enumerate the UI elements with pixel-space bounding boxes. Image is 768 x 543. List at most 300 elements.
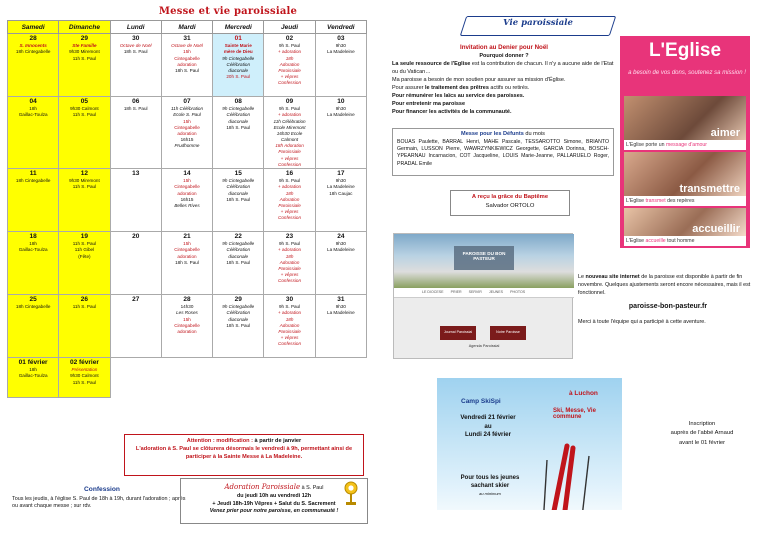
day-event: Confession [278, 278, 302, 284]
day-event: (Fête) [78, 253, 91, 259]
calendar-day [8, 232, 59, 295]
attention-text: L'adoration à S. Paul se clôturera désormais le vendredi à 9h, permettant ainsi de participer à la Sainte Messe à La Madeleine. [135, 445, 353, 460]
denier-question: Pourquoi donner ? [479, 52, 529, 59]
day-event: 18h [285, 253, 294, 259]
ski-date-au: au [484, 422, 492, 430]
day-number: 08 [234, 98, 242, 105]
calendar-day [59, 34, 110, 97]
calendar-day [59, 358, 110, 398]
day-number: 02 février [69, 359, 99, 367]
calendar-day [213, 295, 264, 358]
day-event: Confession [278, 215, 302, 221]
website-nav-item[interactable]: SERVIR [468, 290, 482, 294]
calendar-day [264, 169, 315, 232]
day-event: Cintegabelle [174, 247, 200, 253]
day-event: 11h S. Paul [72, 112, 97, 118]
day-number: 14 [183, 170, 191, 178]
day-event: diaconale [228, 118, 249, 124]
day-event: 18h S. Paul [226, 196, 251, 202]
caption-pre: L'Eglise [626, 238, 646, 244]
day-event: 9h Cintegabelle [222, 241, 255, 247]
day-event: Confession [278, 161, 302, 167]
ski-for2: sachant skier [470, 483, 510, 490]
day-number: 01 [234, 35, 242, 42]
ski-audience [447, 474, 533, 496]
caption-post: tout homme [665, 238, 695, 244]
day-number: 19 [80, 233, 89, 241]
calendar-day [110, 97, 161, 169]
day-header: Dimanche [59, 21, 110, 34]
calendar-day [161, 232, 212, 295]
day-event: 18h S. Paul [226, 259, 251, 265]
day-number: 02 [285, 35, 294, 42]
day-event: 18h S. Paul [123, 49, 148, 55]
day-event: + vêpres [280, 209, 299, 215]
day-event: Sainte Marie [224, 43, 252, 49]
day-event: 16h15 [180, 137, 194, 143]
day-event: 9h Cintegabelle [222, 106, 255, 112]
day-event: Confession [278, 341, 302, 347]
denier-p2: Ma paroisse a besoin de mon soutien pour assurer sa mission d'Église. [392, 76, 566, 83]
day-event: 9h S. Paul [278, 241, 301, 247]
day-event: 15h [183, 178, 191, 184]
caption-post: des repères [665, 198, 695, 204]
day-event: 9h Cintegabelle [222, 55, 255, 61]
website-announcement [578, 273, 758, 326]
ski-camp-name: Camp SkiSpi [461, 398, 501, 405]
day-event: 11h S. Paul [72, 304, 97, 310]
day-event: Paroissiale [278, 328, 301, 334]
day-event: Les Roses [176, 310, 198, 316]
calendar-day [213, 34, 264, 97]
calendar-day [8, 169, 59, 232]
day-number: 05 [80, 98, 89, 105]
panel-word-accueillir: accueillir [692, 223, 740, 235]
empty-area [110, 358, 366, 398]
day-event: + adoration [277, 310, 302, 316]
day-number: 28 [183, 296, 191, 304]
calendar-day [264, 34, 315, 97]
day-event: Célébration [226, 247, 251, 253]
inscription-line2: auprès de l'abbé Arnaud [670, 430, 734, 437]
day-event: Calmont [280, 137, 299, 143]
caption-em: accueille [645, 238, 666, 244]
day-number: 28 [29, 35, 37, 42]
day-number: 03 [337, 35, 345, 42]
day-number: 12 [80, 170, 89, 178]
day-event: Paroissiale [278, 202, 301, 208]
day-event: 11h S. Paul [72, 184, 97, 190]
day-event: Gaillac-Toulza [18, 112, 48, 118]
day-number: 20 [132, 233, 140, 241]
eglise-ad-subtitle: a besoin de vos dons, soutenez sa mission ! [628, 70, 746, 76]
denier-p4: Pour rémunérer les laïcs au service des paroisses. [392, 92, 525, 99]
day-event: 9h30 Miremont [69, 178, 100, 184]
denier-invitation [392, 44, 616, 117]
calendar-day [59, 169, 110, 232]
day-event: 11h S. Paul [72, 379, 97, 385]
day-event: Célébration [226, 112, 251, 118]
day-event: diaconale [228, 190, 249, 196]
day-event: + vêpres [280, 335, 299, 341]
monstrance-icon [342, 480, 360, 506]
day-event: adoration [177, 190, 197, 196]
site-text-rest: de la paroisse est disponible à partir de fin novembre. Quelques ajustements seront encore nécessaires, mais il est fonctionnel. [578, 274, 751, 297]
day-event: 9h30 [335, 178, 346, 184]
day-event: 9h Cintegabelle [222, 304, 255, 310]
website-screenshot [393, 233, 573, 359]
day-event: 18h [29, 367, 37, 373]
website-header: PAROISSE DU BON PASTEUR [454, 246, 514, 270]
day-header: Mardi [161, 21, 212, 34]
day-number: 11 [29, 170, 37, 178]
denier-p3b: le traitement des prêtres [425, 84, 489, 91]
day-event: Paroissiale [278, 149, 301, 155]
snow-ground [437, 510, 622, 530]
day-event: 9h S. Paul [278, 304, 301, 310]
calendar-day [110, 169, 161, 232]
day-event: Adoration [279, 61, 300, 67]
defunts-box [392, 128, 614, 176]
website-thanks: Merci à toute l'équipe qui a participé à cette aventure. [578, 318, 706, 325]
day-event: 15h [183, 316, 191, 322]
day-event: mère de Dieu [223, 49, 253, 55]
denier-p6: Pour financer les activités de la communauté. [392, 108, 512, 115]
day-event: 9h30 [335, 106, 346, 112]
ski-date-start: Vendredi 21 février [460, 414, 516, 421]
day-number: 04 [29, 98, 37, 105]
day-number: 18 [29, 233, 37, 241]
panel-word-transmettre: transmettre [679, 183, 740, 195]
day-event: Belles Rives [174, 202, 200, 208]
website-nav-item[interactable]: LE DIOCESE [422, 290, 444, 294]
day-event: 15h [183, 49, 191, 55]
day-event: 18h [285, 55, 294, 61]
day-event: diaconale [228, 316, 249, 322]
day-number: 24 [337, 233, 345, 241]
day-event: 9h30 [335, 241, 346, 247]
calendar-week [8, 358, 367, 398]
calendar-table [7, 20, 367, 398]
ski-for1: Pour tous les jeunes [460, 475, 520, 481]
day-event: Cintegabelle [174, 55, 200, 61]
panel-word-aimer: aimer [710, 127, 740, 139]
calendar-day [213, 232, 264, 295]
day-event: 9h30 Calmont [70, 373, 99, 379]
day-number: 01 février [18, 359, 48, 367]
site-text-bold: nouveau site internet [585, 274, 640, 280]
site-text-pre: Le [578, 274, 586, 280]
caption-em: message d'amour [665, 142, 708, 148]
calendar-week [8, 232, 367, 295]
day-event: 9h30 [335, 43, 346, 49]
ski-place: à Luchon [569, 390, 598, 397]
day-event: + adoration [277, 112, 302, 118]
day-event: 18h [285, 316, 294, 322]
eglise-photo-aimer [624, 96, 746, 140]
inscription-line3: avant le 01 février [678, 439, 726, 446]
website-nav-item[interactable]: JEUNES [488, 290, 504, 294]
confession-title: Confession [84, 486, 120, 493]
day-event: 9h S. Paul [278, 106, 301, 112]
attention-label: Attention : modification : [186, 438, 253, 444]
website-url[interactable]: paroisse-bon-pasteur.fr [628, 303, 708, 311]
calendar-day [315, 232, 366, 295]
day-event: 9h S. Paul [278, 178, 301, 184]
day-event: + adoration [277, 49, 302, 55]
calendar-day [110, 232, 161, 295]
day-number: 13 [132, 170, 140, 178]
day-event: Adoration [279, 196, 300, 202]
calendar-day [110, 295, 161, 358]
website-nav-item[interactable]: PHOTOS [510, 290, 526, 294]
day-number: 30 [285, 296, 294, 304]
day-event: 20h S. Paul [226, 74, 251, 80]
denier-p1-bold: La seule ressource de l'Eglise [392, 60, 471, 67]
calendar-day [161, 97, 212, 169]
day-number: 29 [80, 35, 89, 42]
day-event: La Madeleine [327, 49, 355, 55]
day-event: La Madeleine [327, 310, 355, 316]
day-event: 18h Caujac [329, 190, 353, 196]
day-event: diaconale [228, 67, 249, 73]
day-header: Lundi [110, 21, 161, 34]
calendar-day [315, 97, 366, 169]
day-event: Ecole Miremont [273, 124, 306, 130]
day-event: 9h30 Calmont [70, 106, 99, 112]
calendar-week [8, 97, 367, 169]
section-title: Vie paroissiale [503, 18, 573, 28]
calendar-day [213, 97, 264, 169]
day-number: 21 [183, 233, 191, 241]
day-event: La Madeleine [327, 184, 355, 190]
denier-p3a: Pour assurer [392, 84, 426, 91]
calendar-day [8, 34, 59, 97]
day-event: 9h S. Paul [278, 43, 301, 49]
day-event: Célébration [226, 61, 251, 67]
bapteme-box [450, 190, 570, 216]
day-number: 10 [337, 98, 345, 105]
website-journal-button[interactable]: Journal Paroissial [440, 326, 476, 340]
day-event: Paroissiale [278, 67, 301, 73]
calendar-week [8, 295, 367, 358]
calendar-day [264, 232, 315, 295]
day-event: diaconale [228, 253, 249, 259]
day-event: 9h Cintegabelle [222, 178, 255, 184]
day-header: Mercredi [213, 21, 264, 34]
day-event: 9h30 Miremont [69, 49, 100, 55]
panel-caption-accueillir [624, 236, 746, 246]
day-event: 18h [285, 190, 294, 196]
page-title: Messe et vie paroissiale [158, 6, 298, 17]
calendar-day [315, 295, 366, 358]
calendar-day [59, 295, 110, 358]
day-number: 27 [132, 296, 140, 304]
day-event: 18h S. Paul [175, 259, 199, 265]
attention-box [124, 434, 364, 476]
day-event: 11h Gibel [74, 247, 95, 253]
day-event: Ecole S. Paul [173, 112, 201, 118]
ski-min: au minimum [479, 490, 501, 496]
day-event: Adoration [279, 322, 300, 328]
day-event: adoration [177, 130, 197, 136]
bapteme-heading: A reçu la grâce du Baptême [471, 194, 549, 200]
day-event: Octave de Noël [119, 43, 152, 49]
day-event: 15h [183, 241, 191, 247]
day-event: Cintegabelle [174, 124, 200, 130]
day-event: + vêpres [280, 272, 299, 278]
day-header: Samedi [8, 21, 59, 34]
denier-heading: Invitation au Denier pour Noël [459, 44, 548, 51]
adoration-hours: du jeudi 10h au vendredi 12h [237, 492, 311, 499]
day-event: adoration [177, 253, 197, 259]
day-event: + adoration [277, 184, 302, 190]
calendar-day [315, 169, 366, 232]
day-event: Célébration [226, 310, 251, 316]
day-number: 06 [132, 98, 140, 105]
day-event: La Madeleine [327, 247, 355, 253]
day-event: Prudhomme [174, 143, 200, 149]
calendar-day [161, 295, 212, 358]
day-event: 14h30 [180, 304, 194, 310]
day-event: Cintegabelle [174, 184, 200, 190]
day-number: 07 [183, 98, 191, 105]
defunts-heading: Messe pour les Défunts [461, 131, 524, 137]
inscription-line1: Inscription [688, 421, 716, 427]
calendar-day [264, 97, 315, 169]
day-event: Ste Famille [72, 43, 97, 49]
denier-p5: Pour entretenir ma paroisse [392, 100, 466, 107]
day-event: 16h15 [180, 196, 194, 202]
day-event: 11h S. Paul [72, 241, 97, 247]
day-event: 18h Cintegabelle [15, 178, 51, 184]
day-header: Jeudi [264, 21, 315, 34]
calendar-day [8, 97, 59, 169]
calendar-day [161, 34, 212, 97]
day-event: 16h30 Ecole [276, 130, 303, 136]
ski-camp-poster [437, 378, 622, 530]
day-event: adoration [177, 328, 197, 334]
ski-motto: Ski, Messe, Vie commune [553, 408, 596, 420]
caption-pre: L'Eglise porte un [626, 142, 666, 148]
ski-dates [447, 414, 529, 440]
day-event: 11h S. Paul [72, 55, 97, 61]
day-number: 31 [183, 35, 191, 42]
day-event: Octave de Noël [171, 43, 203, 49]
calendar-day [315, 34, 366, 97]
eglise-photo-accueillir [624, 208, 746, 236]
adoration-vespers: + Jeudi 18h-19h Vêpres + Salut du S. Sacrement [212, 500, 336, 507]
day-number: 15 [234, 170, 242, 178]
confession-text: Tous les jeudis, à l'église S. Paul de 18h à 19h, durant l'adoration ; après ou avant chaque messe ; sur rdv. [12, 495, 186, 510]
calendar-week [8, 169, 367, 232]
day-number: 29 [234, 296, 242, 304]
denier-p1: est la contribution de chacun. Il n'y a aucune aide de l'Etat ou du Vatican… [392, 60, 614, 75]
panel-caption-transmettre [624, 196, 746, 206]
caption-pre: L'Eglise [626, 198, 646, 204]
calendar-day [264, 295, 315, 358]
day-event: S. Innocents [19, 43, 47, 49]
day-number: 16 [285, 170, 294, 178]
calendar-day [213, 169, 264, 232]
day-number: 25 [29, 296, 37, 304]
bapteme-name: Salvador ORTOLO [485, 202, 535, 209]
day-event: 15h [183, 118, 191, 124]
confession-block [12, 485, 192, 511]
day-event: Célébration [226, 184, 251, 190]
inscription-info [662, 420, 742, 448]
day-event: 18h S. Paul [175, 67, 199, 73]
defunts-heading-suffix: du mois [523, 131, 545, 137]
day-event: Gaillac-Toulza [18, 373, 48, 379]
day-number: 30 [132, 35, 140, 42]
caption-em: transmet [645, 198, 666, 204]
ski-date-end: Lundi 24 février [464, 431, 512, 439]
panel-caption-aimer [624, 140, 746, 150]
calendar-day [161, 169, 212, 232]
day-number: 23 [285, 233, 294, 241]
day-event: 11h Célébration [273, 118, 306, 124]
day-event: Adoration [279, 259, 300, 265]
day-number: 22 [234, 233, 242, 241]
day-header: Vendredi [315, 21, 366, 34]
day-event: + adoration [277, 247, 302, 253]
denier-p3c: actifs ou retirés. [488, 84, 530, 91]
calendar-week [8, 34, 367, 97]
calendar-day [110, 34, 161, 97]
day-event: 11h Célébration [170, 106, 204, 112]
day-event: Paroissiale [278, 265, 301, 271]
day-number: 09 [285, 98, 294, 105]
calendar-day [59, 232, 110, 295]
day-event: 18h Adoration [275, 143, 304, 149]
day-event: 18h S. Paul [123, 106, 148, 112]
adoration-invite: Venez prier pour notre paroisse, en communauté ! [209, 508, 339, 515]
calendar-day [59, 97, 110, 169]
defunts-names: BOUAS Paulette, BARRAL Henri, MAHE Pascale, TESSAROTTO Simone, BRIANTO Germain, LUSSON Pierre, WAWRZYNKIEWICZ Georgette, GARCIA Dorinna, BOSCH-YPEARNAU Incarnacion, COT Jacqueline, LOUIS Marie-Jeanne, PALLARUELO Roger, PRADAL Emile [397, 138, 609, 167]
day-event: 18h S. Paul [226, 124, 251, 130]
website-nav-item[interactable]: PRIER [450, 290, 462, 294]
adoration-box [180, 478, 368, 524]
day-event: Cintegabelle [174, 322, 200, 328]
calendar-day [8, 295, 59, 358]
day-event: 18h S. Paul [226, 322, 251, 328]
day-event: + vêpres [280, 74, 299, 80]
calendar-day [8, 358, 59, 398]
calendar-header [8, 21, 367, 34]
day-event: Confession [278, 80, 302, 86]
eglise-ad-title: L'Eglise [648, 40, 722, 61]
day-event: Présentation [71, 367, 98, 373]
eglise-photo-transmettre [624, 152, 746, 196]
day-event: La Madeleine [327, 112, 355, 118]
day-event: Gaillac-Toulza [18, 247, 48, 253]
day-event: + vêpres [280, 155, 299, 161]
day-event: 18h Cintegabelle [15, 49, 51, 55]
website-paroisse-button[interactable]: Notre Paroisse [490, 326, 526, 340]
website-nav [394, 288, 574, 298]
day-event: 18h [29, 241, 37, 247]
day-number: 26 [80, 296, 89, 304]
eglise-ad [620, 36, 750, 248]
attention-date: à partir de janvier [252, 438, 302, 444]
day-event: 18h [29, 106, 37, 112]
adoration-title: Adoration Paroissiale [224, 483, 301, 491]
day-number: 17 [337, 170, 345, 178]
day-event: 18h Cintegabelle [15, 304, 51, 310]
adoration-place: à S. Paul [300, 485, 324, 491]
day-event: 9h30 [335, 304, 346, 310]
